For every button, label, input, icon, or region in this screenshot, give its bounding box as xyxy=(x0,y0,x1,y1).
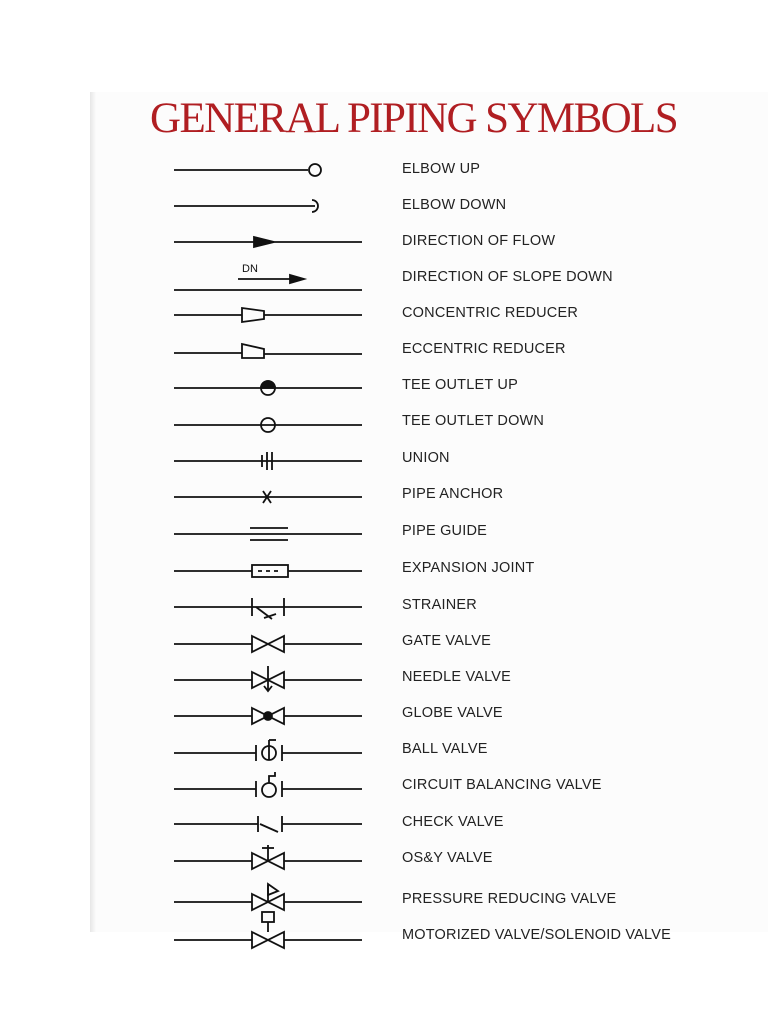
circuit-balancing-valve-icon xyxy=(168,768,368,804)
symbol-label: OS&Y VALVE xyxy=(402,850,493,866)
elbow-up-icon xyxy=(168,152,368,188)
symbol-label: PIPE ANCHOR xyxy=(402,486,504,502)
symbol-label: NEEDLE VALVE xyxy=(402,669,512,685)
symbol-row-expansion-joint xyxy=(90,551,768,587)
symbol-row-needle-valve xyxy=(90,660,768,696)
strainer-icon xyxy=(168,588,368,624)
symbol-label: CHECK VALVE xyxy=(402,814,504,830)
symbol-label: BALL VALVE xyxy=(402,741,488,757)
symbol-row-elbow-down xyxy=(90,188,768,224)
symbol-label: DIRECTION OF FLOW xyxy=(402,233,556,249)
symbol-sheet xyxy=(90,92,768,943)
symbol-label: UNION xyxy=(402,450,450,466)
symbol-row-motorized-valve xyxy=(90,918,768,954)
symbol-row-check-valve xyxy=(90,805,768,841)
symbol-label: GATE VALVE xyxy=(402,633,492,649)
symbol-row-pipe-anchor xyxy=(90,477,768,513)
check-valve-icon xyxy=(168,805,368,841)
motorized-valve-icon xyxy=(168,918,368,954)
page-title: GENERAL PIPING SYMBOLS xyxy=(150,95,678,142)
elbow-down-icon xyxy=(168,188,368,224)
symbol-row-globe-valve xyxy=(90,696,768,732)
globe-valve-icon xyxy=(168,696,368,732)
direction-of-slope-down-icon xyxy=(168,260,368,296)
symbol-label: CIRCUIT BALANCING VALVE xyxy=(402,777,602,793)
tee-outlet-up-icon xyxy=(168,368,368,404)
symbol-row-elbow-up xyxy=(90,152,768,188)
symbol-row-pipe-guide xyxy=(90,514,768,550)
ball-valve-icon xyxy=(168,732,368,768)
expansion-joint-icon xyxy=(168,551,368,587)
symbol-label: ELBOW UP xyxy=(402,161,481,177)
symbol-row-strainer xyxy=(90,588,768,624)
symbol-label: ECCENTRIC REDUCER xyxy=(402,341,566,357)
tee-outlet-down-icon xyxy=(168,404,368,440)
symbol-label: ELBOW DOWN xyxy=(402,197,507,213)
symbol-row-pressure-reducing-valve xyxy=(90,882,768,918)
symbol-label: CONCENTRIC REDUCER xyxy=(402,305,578,321)
symbol-row-ball-valve xyxy=(90,732,768,768)
symbol-label: MOTORIZED VALVE/SOLENOID VALVE xyxy=(402,927,671,943)
symbol-label: STRAINER xyxy=(402,597,477,613)
symbol-row-direction-of-slope-down xyxy=(90,260,768,296)
symbol-row-direction-of-flow xyxy=(90,224,768,260)
needle-valve-icon xyxy=(168,660,368,696)
pipe-anchor-icon xyxy=(168,477,368,513)
symbol-label: DIRECTION OF SLOPE DOWN xyxy=(402,269,613,285)
symbol-row-tee-outlet-up xyxy=(90,368,768,404)
symbol-row-eccentric-reducer xyxy=(90,332,768,368)
dn-label: DN xyxy=(242,263,258,275)
symbol-label: PIPE GUIDE xyxy=(402,523,487,539)
osy-valve-icon xyxy=(168,841,368,877)
symbol-row-circuit-balancing-valve xyxy=(90,768,768,804)
symbol-label: TEE OUTLET UP xyxy=(402,377,518,393)
eccentric-reducer-icon xyxy=(168,332,368,368)
concentric-reducer-icon xyxy=(168,296,368,332)
symbol-row-union xyxy=(90,441,768,477)
direction-of-flow-icon xyxy=(168,224,368,260)
symbol-label: TEE OUTLET DOWN xyxy=(402,413,545,429)
symbol-label: GLOBE VALVE xyxy=(402,705,503,721)
symbol-row-concentric-reducer xyxy=(90,296,768,332)
union-icon xyxy=(168,441,368,477)
symbol-row-tee-outlet-down xyxy=(90,404,768,440)
symbol-row-osy-valve xyxy=(90,841,768,877)
symbol-label: PRESSURE REDUCING VALVE xyxy=(402,891,617,907)
symbol-label: EXPANSION JOINT xyxy=(402,560,535,576)
pipe-guide-icon xyxy=(168,514,368,550)
symbol-row-gate-valve xyxy=(90,624,768,660)
gate-valve-icon xyxy=(168,624,368,660)
